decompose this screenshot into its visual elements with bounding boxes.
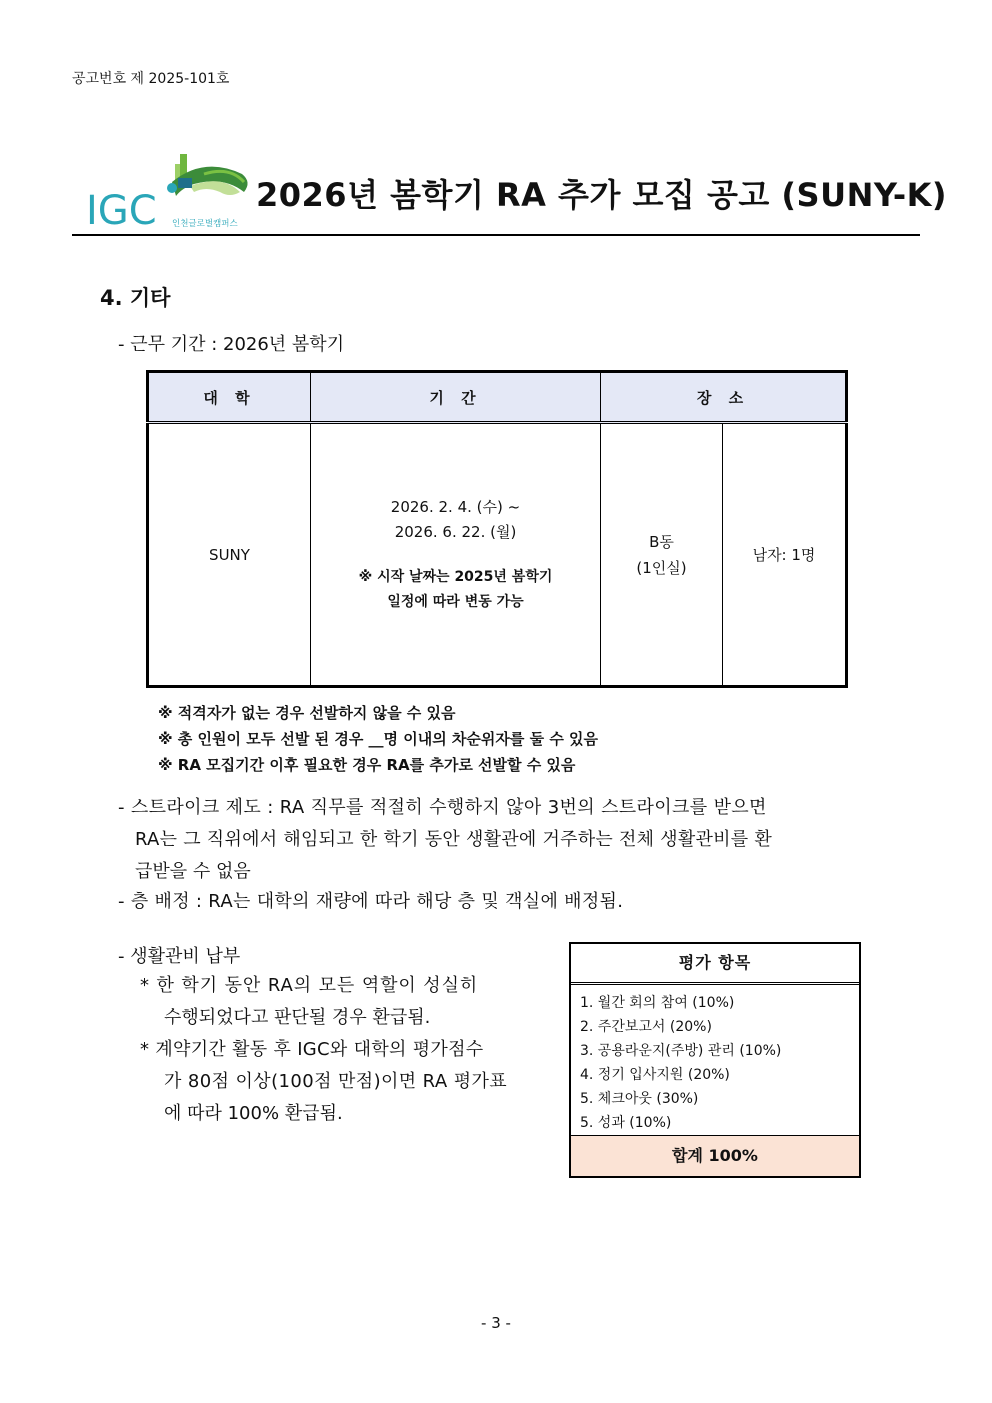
building-name: B동: [649, 532, 674, 551]
page-number: - 3 -: [481, 1314, 511, 1332]
list-item: 3. 공용라운지(주방) 관리 (10%): [580, 1043, 782, 1059]
evaluation-total: 합계 100%: [571, 1135, 859, 1176]
list-item: 5. 체크아웃 (30%): [580, 1091, 699, 1107]
table-header-row: [148, 372, 847, 423]
fee-item-1: [140, 970, 550, 1034]
fee-item-2-line1: * 계약기간 활동 후 IGC와 대학의 평가점수: [140, 1039, 484, 1060]
fee-item-2: [140, 1034, 550, 1130]
ra-table: [146, 370, 848, 688]
cell-university: SUNY: [148, 423, 311, 687]
strike-line-3: 급받을 수 없음: [135, 861, 251, 882]
section-title: 4. 기타: [100, 286, 171, 310]
cell-quota: 남자: 1명: [723, 423, 847, 687]
strike-line-2: RA는 그 직위에서 해임되고 한 학기 동안 생활관에 거주하는 전체 생활관비를 환: [135, 829, 773, 850]
evaluation-box: [569, 942, 861, 1178]
logo-text: IGC: [86, 188, 157, 232]
cell-period: [311, 423, 601, 687]
note-3: ※ RA 모집기간 이후 필요한 경우 RA를 추가로 선발할 수 있음: [158, 756, 576, 774]
cell-building: [601, 423, 723, 687]
fee-title: - 생활관비 납부: [118, 946, 241, 967]
evaluation-title: 평가 항목: [571, 944, 859, 985]
period-start: 2026. 2. 4. (수) ~: [390, 497, 521, 516]
table-row: [148, 423, 847, 687]
strike-line-1: - 스트라이크 제도 : RA 직무를 적절히 수행하지 않아 3번의 스트라이크를 받으면: [118, 797, 767, 818]
list-item: 5. 성과 (10%): [580, 1115, 672, 1131]
header-location: 장 소: [601, 372, 847, 423]
list-item: 4. 정기 입사지원 (20%): [580, 1067, 730, 1083]
fee-item-2-line2: 가 80점 이상(100점 만점)이면 RA 평가표: [164, 1071, 508, 1092]
igc-logo: [84, 152, 254, 232]
room-type: (1인실): [636, 558, 687, 577]
fee-item-1-line2: 수행되었다고 판단될 경우 환급됨.: [164, 1007, 431, 1028]
strike-policy: [118, 792, 892, 888]
header-university: 대 학: [148, 372, 311, 423]
page-title: 2026년 봄학기 RA 추가 모집 공고 (SUNY-K): [256, 176, 948, 214]
work-period-line: - 근무 기간 : 2026년 봄학기: [118, 334, 345, 355]
period-end: 2026. 6. 22. (월): [394, 522, 517, 541]
note-1: ※ 적격자가 없는 경우 선발하지 않을 수 있음: [158, 704, 456, 722]
logo-subtext: 인천글로벌캠퍼스: [172, 219, 238, 229]
period-note-line1: ※ 시작 날짜는 2025년 봄학기: [358, 568, 553, 585]
period-note-line2: 일정에 따라 변동 가능: [387, 593, 524, 610]
title-divider: [72, 234, 920, 236]
igc-logo-graphic: [84, 152, 254, 232]
evaluation-list: [571, 985, 859, 1135]
list-item: 2. 주간보고서 (20%): [580, 1019, 712, 1035]
note-2: ※ 총 인원이 모두 선발 된 경우 __명 이내의 차순위자를 둘 수 있음: [158, 730, 599, 748]
fee-item-1-line1: * 한 학기 동안 RA의 모든 역할이 성실히: [140, 975, 479, 996]
fee-item-2-line3: 에 따라 100% 환급됨.: [164, 1103, 343, 1124]
notice-number: 공고번호 제 2025-101호: [72, 71, 230, 87]
list-item: 1. 월간 회의 참여 (10%): [580, 995, 735, 1011]
header-period: 기 간: [311, 372, 601, 423]
floor-assignment: - 층 배정 : RA는 대학의 재량에 따라 해당 층 및 객실에 배정됨.: [118, 891, 624, 912]
